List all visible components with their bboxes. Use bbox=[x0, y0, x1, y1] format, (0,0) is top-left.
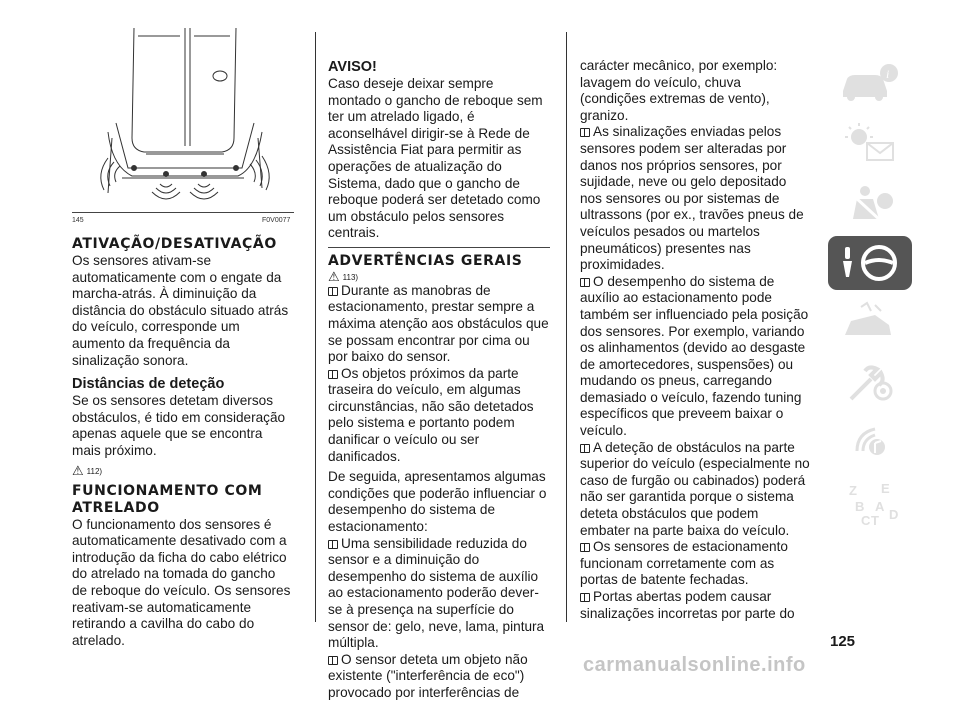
heading-general: ADVERTÊNCIAS GERAIS bbox=[328, 252, 523, 269]
index-icon bbox=[835, 481, 905, 525]
list-item: Os objetos próximos da parte traseira do veículo, em algumas circunstâncias, não são detetados pelo sistema e portanto podem danificar o veículo ou ser danificados. bbox=[328, 365, 534, 464]
warning-triangle-icon: ⚠ bbox=[72, 462, 84, 478]
warning-lights-icon bbox=[835, 121, 905, 165]
book-icon bbox=[328, 370, 338, 379]
paragraph-conditions: De seguida, apresentamos algumas condições que poderão influenciar o desempenho do sistema de estacionamento: bbox=[328, 469, 547, 535]
tab-maintenance[interactable] bbox=[828, 356, 912, 410]
tab-index[interactable] bbox=[828, 476, 912, 530]
warning-reference bbox=[328, 270, 550, 283]
book-icon bbox=[328, 656, 338, 665]
paragraph-distances: Se os sensores detetam diversos obstáculos, é tido em consideração apenas aquele que se encontra mais próximo. bbox=[72, 393, 286, 458]
figure-rule bbox=[72, 212, 294, 213]
driving-icon bbox=[835, 241, 905, 285]
tab-multimedia[interactable] bbox=[828, 416, 912, 470]
heading-distances: Distâncias de deteção bbox=[72, 376, 225, 393]
column-divider bbox=[566, 32, 567, 622]
book-icon bbox=[328, 540, 338, 549]
tab-safety[interactable] bbox=[828, 176, 912, 230]
book-icon bbox=[580, 593, 590, 602]
safety-icon bbox=[835, 181, 905, 225]
heading-activation: ATIVAÇÃO/DESATIVAÇÃO bbox=[72, 236, 277, 252]
page-number: 125 bbox=[830, 633, 856, 650]
rear-parking-sensors-illustration bbox=[72, 28, 294, 208]
book-icon bbox=[580, 128, 590, 137]
list-item: Uma sensibilidade reduzida do sensor e a diminuição do desempenho do sistema de auxílio ao estacionamento poderão dever-se à presença na superfície do sensor de: gelo, neve, lama, pintura múltipla. bbox=[328, 535, 545, 651]
svg-text:B: B bbox=[855, 499, 865, 514]
list-item: Durante as manobras de estacionamento, prestar sempre a máxima atenção aos obstáculos que se possam encontrar por cima ou por baixo do sensor. bbox=[328, 282, 549, 365]
tab-driving[interactable] bbox=[828, 236, 912, 290]
tab-car-info[interactable] bbox=[828, 56, 912, 110]
chapter-tabs bbox=[828, 56, 912, 536]
paragraph-activation: Os sensores ativam-se automaticamente com o engate da marcha-atrás. À diminuição da distância do obstáculo situado atrás do veículo, corresponde um aumento da frequência da sinalização sonora. bbox=[72, 253, 289, 368]
paragraph-continued: carácter mecânico, por exemplo: lavagem do veículo, chuva (condições extremas de vento), granizo. bbox=[580, 58, 778, 123]
heading-aviso: AVISO! bbox=[328, 59, 377, 75]
column-3 bbox=[580, 58, 810, 622]
tab-emergency[interactable] bbox=[828, 296, 912, 350]
svg-text:E: E bbox=[881, 481, 890, 496]
svg-text:A: A bbox=[875, 499, 885, 514]
column-2 bbox=[328, 58, 550, 702]
footer-watermark: carmanualsonline.info bbox=[583, 654, 806, 676]
column-1 bbox=[72, 236, 294, 649]
maintenance-icon bbox=[835, 361, 905, 405]
figure-number: 145 bbox=[72, 217, 84, 224]
emergency-icon bbox=[835, 301, 905, 345]
list-item: Portas abertas podem causar sinalizações incorretas por parte do bbox=[580, 589, 795, 621]
svg-text:D: D bbox=[889, 507, 899, 522]
car-info-icon bbox=[835, 61, 905, 105]
list-item: Os sensores de estacionamento funcionam corretamente com as portas de batente fechadas. bbox=[580, 539, 788, 588]
svg-text:i: i bbox=[886, 67, 890, 81]
aviso-rule bbox=[328, 247, 550, 248]
book-icon bbox=[580, 543, 590, 552]
svg-text:T: T bbox=[871, 513, 879, 525]
list-item: O sensor deteta um objeto não existente ("interferência de eco") provocado por interferências de bbox=[328, 651, 528, 700]
svg-text:C: C bbox=[861, 513, 871, 525]
svg-text:Z: Z bbox=[849, 483, 857, 498]
figure-code: F0V0077 bbox=[262, 217, 291, 224]
heading-trailer: FUNCIONAMENTO COM ATRELADO bbox=[72, 482, 263, 516]
list-item: O desempenho do sistema de auxílio ao estacionamento pode também ser influenciado pela posição dos sensores. Por exemplo, variando os alinhamentos (devido ao desgaste de amortecedores, suspensões) ou mudando os pneus, carregando demasiado o veículo, fazendo tuning específicos que preveem baixar o veículo. bbox=[580, 273, 809, 439]
multimedia-icon bbox=[835, 421, 905, 465]
tab-warning-lights[interactable] bbox=[828, 116, 912, 170]
warning-triangle-icon: ⚠ bbox=[328, 268, 340, 284]
paragraph-trailer: O funcionamento dos sensores é automaticamente desativado com a introdução da ficha do cabo elétrico do atrelado na tomada do gancho de reboque do veículo. Os sensores reativam-se automaticamente retirando a cavilha do cabo do atrelado. bbox=[72, 516, 291, 648]
list-item: As sinalizações enviadas pelos sensores podem ser alteradas por danos nos próprios sensores, por sujidade, neve ou gelo depositado nos sensores ou por sistemas de ultrassons (por ex., travões pneus de veículos pesados ou martelos pneumáticos) presentes nas proximidades. bbox=[580, 124, 804, 273]
book-icon bbox=[580, 444, 590, 453]
column-divider bbox=[315, 32, 316, 622]
warning-ref-label: 112) bbox=[86, 466, 103, 476]
list-item: A deteção de obstáculos na parte superior do veículo (especialmente no caso de furgão ou cabinados) poderá não ser garantida porque o sistema deteta obstáculos que podem embater na parte baixa do veículo. bbox=[580, 439, 810, 538]
paragraph-aviso: Caso deseje deixar sempre montado o gancho de reboque sem ter um atrelado ligado, é aconselhável dirigir-se à Rede de Assistência Fiat para permitir as operações de atualização do Sistema, dado que o gancho de reboque poderá ser detetado como um obstáculo pelos sensores centrais. bbox=[328, 76, 543, 241]
warning-reference bbox=[72, 464, 294, 477]
warning-ref-label: 113) bbox=[342, 272, 359, 282]
book-icon bbox=[580, 278, 590, 287]
book-icon bbox=[328, 287, 338, 296]
